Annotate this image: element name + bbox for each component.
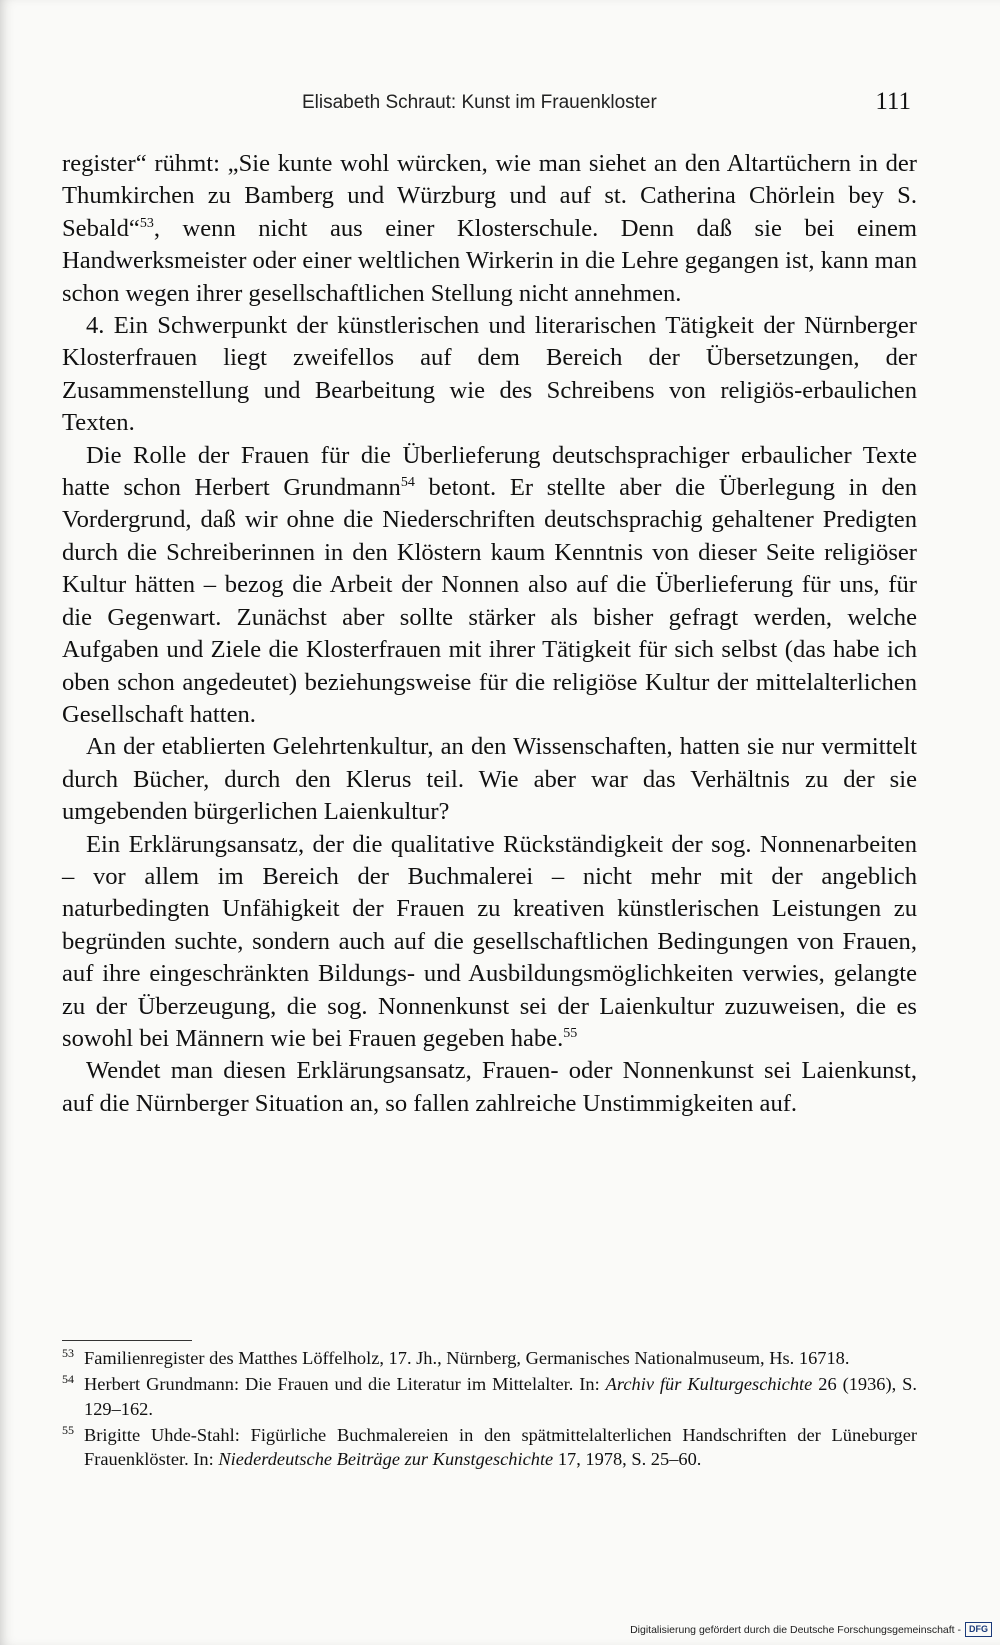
dfg-logo: DFG [965,1622,992,1637]
digitization-credit [630,1622,992,1637]
footnote-number: 55 [62,1422,74,1437]
body-text [62,148,917,1120]
paragraph: Wendet man diesen Erklärungsansatz, Frauen- oder Nonnenkunst sei Laienkunst, auf die Nürnberger Situation an, so fallen zahlreiche Unstimmigkeiten auf. [62,1057,917,1117]
footnote-text: Familienregister des Matthes Löffelholz, 17. Jh., Nürnberg, Germanisches Nationalmuseum, Hs. 16718. [84,1348,850,1368]
footnote-divider [62,1340,192,1341]
footnote [62,1346,917,1370]
footnote: 55 Brigitte Uhde-Stahl: Figürliche Buchmalereien in den spätmittelalterlichen Handschriften der Lüneburger Frauenklöster. In: Niederdeutsche Beiträge zur Kunstgeschichte 17, 1978, S. 25–60. [62,1423,917,1472]
footnote-ref: 54 [400,474,415,490]
paragraph: Die Rolle der Frauen für die Überlieferung deutschsprachiger erbaulicher Texte hatte schon Herbert Grundmann$^{54}$ betont. Er stellte aber die Überlegung in den Vordergrund, daß wir ohne die Niederschriften deutschsprachig gehaltener Predigten durch die Schreiberinnen in den Klöstern kaum Kenntnis von dieser Seite religiöser Kultur hätten – bezog die Arbeit der Nonnen also auf die Überlieferung für uns, für die Gegenwart. Zunächst aber sollte stärker als bisher gefragt werden, welche Aufgaben und Ziele die Klosterfrauen mit ihrer Tätigkeit für sich selbst (das habe ich oben schon angedeutet) beziehungsweise für die religiöse Kultur der mittelalterlichen Gesellschaft hatten. [62,441,918,728]
credit-text: Digitalisierung gefördert durch die Deutsche Forschungsgemeinschaft - [630,1623,961,1636]
footnotes [62,1346,917,1473]
footnote-number: 54 [62,1372,74,1387]
page-number: 111 [875,88,911,115]
paragraph: Ein Erklärungsansatz, der die qualitative Rückständigkeit der sog. Nonnenarbeiten – vor allem im Bereich der Buchmalerei – nicht mehr mit der angeblich naturbedingten Unfähigkeit der Frauen zu kreativen künstlerischen Leistungen zu begründen suchte, sondern auch auf die gesellschaftlichen Bedingungen von Frauen, auf ihre eingeschränkten Bildungs- und Ausbildungsmöglichkeiten verwies, gelangte zu der Überzeugung, die sog. Nonnenkunst sei der Laienkultur zuzuweisen, die es sowohl bei Männern wie bei Frauen gegeben habe.$^{55}$ [62,830,917,1052]
footnote-ref: 53 [139,215,154,231]
paragraph: An der etablierten Gelehrtenkultur, an den Wissenschaften, hatten sie nur vermittelt durch Bücher, durch den Klerus teil. Wie aber war das Verhältnis zu der sie umgebenden bürgerlichen Laienkultur? [62,733,917,826]
running-head: Elisabeth Schraut: Kunst im Frauenkloster [302,92,657,113]
paragraph: 4. Ein Schwerpunkt der künstlerischen und literarischen Tätigkeit der Nürnberger Klosterfrauen liegt zweifellos auf dem Bereich der Übersetzungen, der Zusammenstellung und Bearbeitung wie des Schreibens von religiös-erbaulichen Texten. [62,312,917,437]
journal-title: Niederdeutsche Beiträge zur Kunstgeschichte [218,1449,554,1470]
page-header [62,88,917,122]
footnote: 54 Herbert Grundmann: Die Frauen und die Literatur im Mittelalter. In: Archiv für Kulturgeschichte 26 (1936), S. 129–162. [62,1372,917,1421]
footnote-ref: 55 [563,1025,578,1041]
journal-title: Archiv für Kulturgeschichte [605,1374,813,1395]
footnote-number: 53 [62,1346,74,1360]
paragraph: register“ rühmt: „Sie kunte wohl würcken, wie man siehet an den Altartüchern in der Thumkirchen zu Bamberg und Würzburg und auf st. Catherina Chörlein bey S. Sebald“$^{53}$, wenn nicht aus einer Klosterschule. Denn daß sie bei einem Handwerksmeister oder einer weltlichen Wirkerin in die Lehre gegangen ist, kann man schon wegen ihrer gesellschaftlichen Stellung nicht annehmen. [62,150,917,307]
